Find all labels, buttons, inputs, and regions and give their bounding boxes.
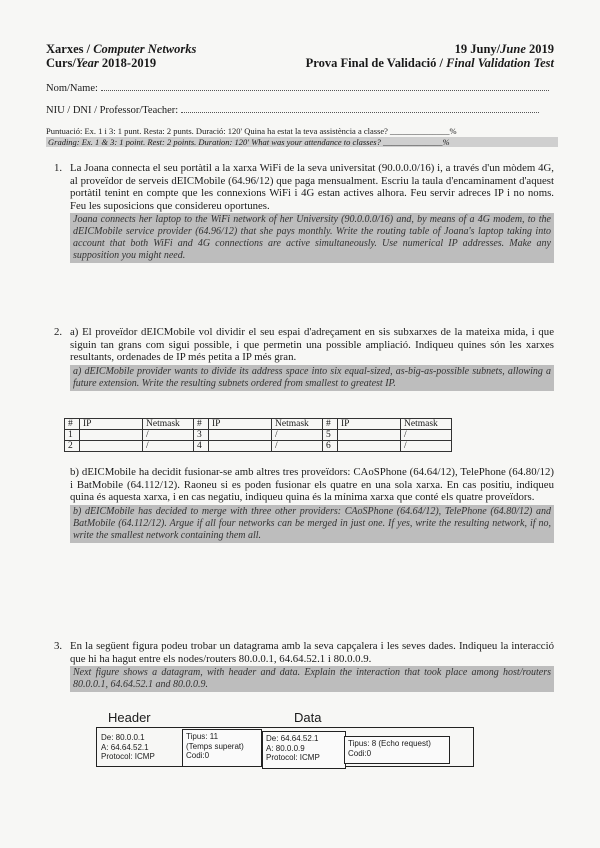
question-2b-catalan: b) dEICMobile ha decidit fusionar-se amb altres tres proveïdors: CAoSPhone (64.64/12), TelePhone (64.80/12) i BatMobile (64.112/12). Raoneu si es poden fusionar els quatre en una sola xarxa. En cas positiu, indiqueu quina és aquesta xarxa, i en cas negatiu, indiqueu quina és la mínima xarxa que conté els quatre proveïdors. <box>70 466 554 504</box>
question-number: 3. <box>54 640 63 652</box>
question-text-catalan: La Joana connecta el seu portàtil a la xarxa WiFi de la seva universitat (90.0.0.0/16) i, a través d'un mòdem 4G, al proveïdor de serveis dEICMobile (64.96/12) que paga mensualment. Escriu la taula d'encaminament d'aquest portàtil tenint en compte que les connexions WiFi i 4G estan actives alhora. Feu servir adreces IP i no noms. Feu les suposicions que considereu oportunes. <box>70 162 554 212</box>
table-cell[interactable]: / <box>401 430 452 441</box>
question-number: 1. <box>54 162 63 174</box>
table-cell[interactable] <box>209 430 272 441</box>
ip-inner-dst: A: 80.0.0.9 <box>266 743 305 753</box>
question-text-catalan: En la següent figura podeu trobar un datagrama amb la seva capçalera i les seves dades. Indiqueu la interacció que hi ha hagut entre els nodes/routers 80.0.0.1, 64.64.52.1 i 80.0.0.9. <box>70 640 554 665</box>
table-cell[interactable]: / <box>143 430 194 441</box>
question-2a-english: a) dEICMobile provider wants to divide its address space into six equal-sized, as-big-as-possible subnets, allowing a future extension. Write the resulting subnets ordered from smallest to greatest IP. <box>70 365 554 391</box>
table-cell[interactable] <box>209 441 272 452</box>
icmp-header-outer <box>182 729 262 767</box>
table-header-cell: # <box>323 419 338 430</box>
ip-header-src: De: 80.0.0.1 <box>101 733 145 742</box>
grading-english: Grading: Ex. 1 & 3: 1 point. Rest: 2 points. Duration: 120' What was your attendance to classes? ______________% <box>46 137 558 147</box>
exam-date: 19 Juny/June 2019 <box>454 42 554 56</box>
name-line[interactable] <box>101 80 549 91</box>
table-cell: 6 <box>323 441 338 452</box>
icmp-header-inner <box>344 736 450 764</box>
subnet-table <box>64 418 452 452</box>
table-header-cell: Netmask <box>401 419 452 430</box>
id-label: NIU / DNI / Professor/Teacher: <box>46 105 179 116</box>
table-row <box>65 441 452 452</box>
table-row <box>65 430 452 441</box>
table-cell[interactable]: / <box>401 441 452 452</box>
question-text-english: Next figure shows a datagram, with header and data. Explain the interaction that took place among host/routers 80.0.0.1, 64.64.52.1 and 80.0.0.9. <box>70 666 554 692</box>
table-cell[interactable] <box>338 441 401 452</box>
question-2b <box>46 466 554 543</box>
name-field[interactable] <box>46 80 549 94</box>
table-header-cell: # <box>65 419 80 430</box>
table-cell: 2 <box>65 441 80 452</box>
table-cell[interactable] <box>80 430 143 441</box>
table-cell: 4 <box>194 441 209 452</box>
exam-header-left <box>46 42 196 70</box>
ip-header-outer <box>98 731 180 767</box>
ip-header-inner <box>262 731 346 769</box>
id-field[interactable] <box>46 102 539 116</box>
table-header-cell: Netmask <box>143 419 194 430</box>
table-header-cell: IP <box>338 419 401 430</box>
course-year: Curs/Year 2018-2019 <box>46 56 157 70</box>
icmp-inner-code: Codi:0 <box>348 748 372 758</box>
exam-title: Prova Final de Validació / Final Validation Test <box>305 56 554 70</box>
question-2a-catalan: a) El proveïdor dEICMobile vol dividir el seu espai d'adreçament en sis subxarxes de la mateixa mida, i que siguin tan grans com sigui possible, i que permetin una possible ampliació. Indiqueu quines són les xarxes resultants, ordenades de IP més petita a IP més gran. <box>70 326 554 364</box>
question-3 <box>46 640 554 692</box>
ip-header-dst: A: 64.64.52.1 <box>101 742 149 752</box>
table-cell[interactable]: / <box>272 430 323 441</box>
table-cell[interactable] <box>338 430 401 441</box>
table-cell[interactable] <box>80 441 143 452</box>
ip-inner-src: De: 64.64.52.1 <box>266 734 319 743</box>
icmp-type-desc: (Temps superat) <box>186 741 244 751</box>
table-header-row <box>65 419 452 430</box>
table-cell[interactable]: / <box>272 441 323 452</box>
icmp-code: Codi:0 <box>186 751 210 760</box>
datagram-header-label: Header <box>108 710 151 725</box>
question-2b-english: b) dEICMobile has decided to merge with three other providers: CAoSPhone (64.64/12), TelePhone (64.80/12) and BatMobile (64.112/12). Argue if all four networks can be merged in just one. If yes, write the resulting network, if no, write the smallest network containing them all. <box>70 505 554 543</box>
table-cell[interactable]: / <box>143 441 194 452</box>
question-1 <box>46 162 554 263</box>
subject-title: Xarxes / Computer Networks <box>46 42 197 56</box>
table-cell: 3 <box>194 430 209 441</box>
id-line[interactable] <box>181 102 539 113</box>
datagram-data-label: Data <box>294 710 322 725</box>
exam-header-right <box>306 42 554 70</box>
table-header-cell: Netmask <box>272 419 323 430</box>
table-header-cell: IP <box>80 419 143 430</box>
ip-header-protocol: Protocol: ICMP <box>101 752 155 761</box>
subnet-table-wrapper <box>64 418 452 452</box>
ip-inner-protocol: Protocol: ICMP <box>266 753 320 762</box>
table-header-cell: # <box>194 419 209 430</box>
icmp-inner-type: Tipus: 8 (Echo request) <box>348 739 431 748</box>
question-number: 2. <box>54 326 63 338</box>
icmp-type: Tipus: 11 <box>186 732 219 741</box>
table-header-cell: IP <box>209 419 272 430</box>
name-label: Nom/Name: <box>46 83 98 94</box>
table-cell: 1 <box>65 430 80 441</box>
question-text-english: Joana connects her laptop to the WiFi network of her University (90.0.0.0/16) and, by means of a 4G modem, to the dEICMobile service provider (64.96/12) that she pays monthly. Write the routing table of Joana's laptop taking into account that both WiFi and 4G connections are active simultaneously. Use numerical IP addresses. Make any supposition you might need. <box>70 213 554 263</box>
table-cell: 5 <box>323 430 338 441</box>
question-2 <box>46 326 554 391</box>
grading-catalan: Puntuació: Ex. 1 i 3: 1 punt. Resta: 2 punts. Duració: 120' Quina ha estat la teva assistència a classe? ______________% <box>46 126 457 136</box>
